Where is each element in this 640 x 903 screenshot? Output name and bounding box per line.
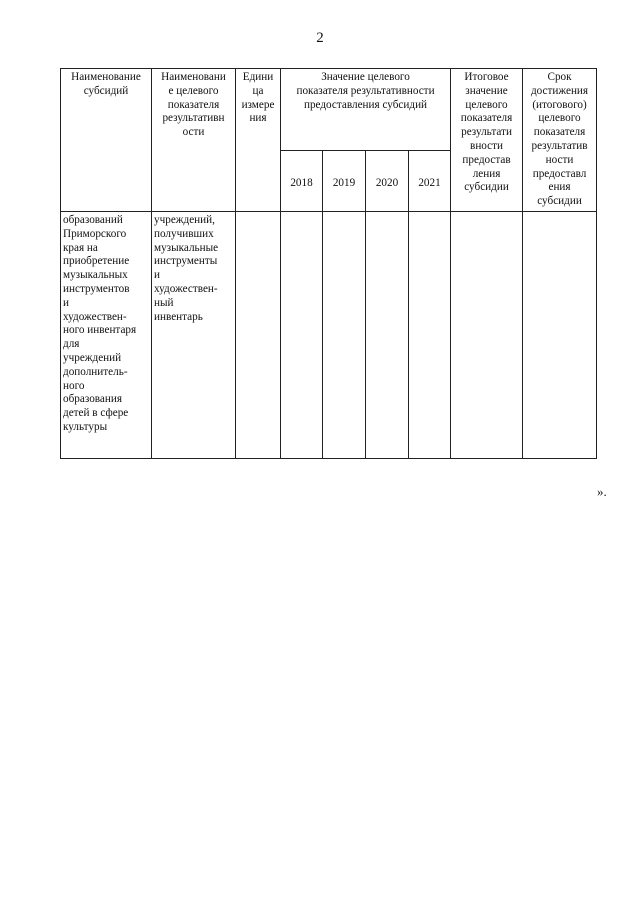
header-year-2020: 2020 [366, 151, 409, 212]
header-final-value: Итоговое значение целевого показателя результати вности предостав ления субсидии [451, 69, 523, 212]
cell-indicator-name: учреждений, получивших музыкальные инструменты и художествен- ный инвентарь [152, 211, 236, 458]
cell-final-value [451, 211, 523, 458]
table-row [61, 211, 597, 458]
header-target-value-group: Значение целевого показателя результативности предоставления субсидий [281, 69, 451, 151]
header-subsidy-name: Наименование субсидий [61, 69, 152, 212]
closing-quote: ». [597, 484, 607, 499]
page-number: 2 [316, 30, 324, 46]
header-unit: Едини ца измере ния [236, 69, 281, 212]
cell-value-2021 [409, 211, 451, 458]
cell-value-2020 [366, 211, 409, 458]
header-year-2018: 2018 [281, 151, 323, 212]
header-deadline: Срок достижения (итогового) целевого показателя результатив ности предоставл ения субсидии [523, 69, 597, 212]
cell-unit [236, 211, 281, 458]
header-year-2021: 2021 [409, 151, 451, 212]
header-indicator-name: Наименовани е целевого показателя результативн ости [152, 69, 236, 212]
subsidy-indicators-table [60, 68, 597, 459]
cell-value-2018 [281, 211, 323, 458]
cell-value-2019 [323, 211, 366, 458]
header-year-2019: 2019 [323, 151, 366, 212]
cell-deadline [523, 211, 597, 458]
table-header-row [61, 69, 597, 151]
cell-subsidy-name: образований Приморского края на приобретение музыкальных инструментов и художествен- ного инвентаря для учреждений дополнитель- ного образования детей в сфере культуры [61, 211, 152, 458]
